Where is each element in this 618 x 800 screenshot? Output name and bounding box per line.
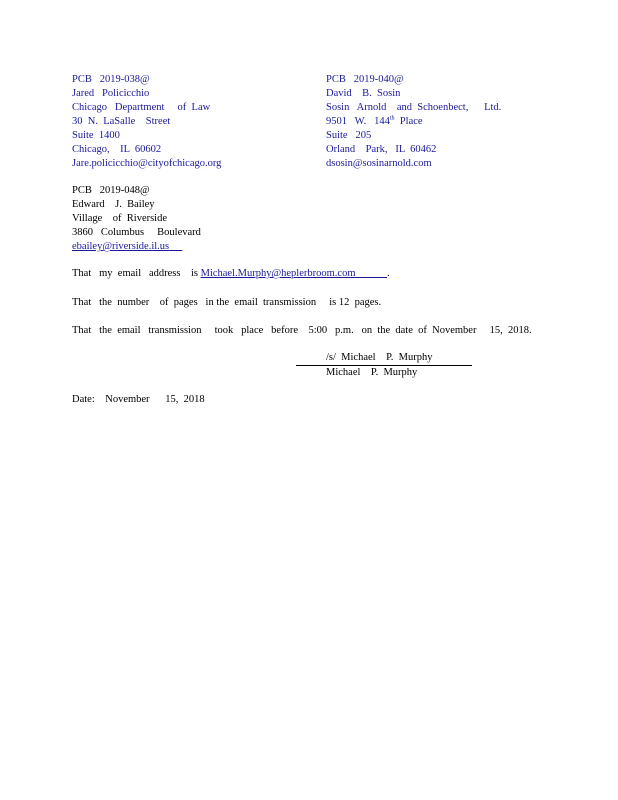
recipient-email: Jare.policicchio@cityofchicago.org <box>72 158 222 169</box>
pcb-number: PCB 2019-038@ <box>72 74 150 85</box>
time-statement: That the email transmission took place before 5:00 p.m. on the date of November 15, 2018. <box>72 325 532 336</box>
recipient-suite: Suite 205 <box>326 130 372 141</box>
recipient-name: David B. Sosin <box>326 88 401 99</box>
email-address-statement: That my email address is Michael.Murphy@heplerbroom.com . <box>72 268 390 279</box>
signature-line: /s/ Michael P. Murphy <box>296 351 472 366</box>
ordinal-suffix: th <box>389 115 395 122</box>
sender-email-link[interactable]: Michael.Murphy@heplerbroom.com <box>200 268 356 279</box>
recipient-street: 3860 Columbus Boulevard <box>72 227 201 238</box>
service-entry-sosin <box>326 73 586 171</box>
recipient-org: Village of Riverside <box>72 213 168 224</box>
service-entry-bailey <box>72 184 292 254</box>
document-date: Date: November 15, 2018 <box>72 394 205 405</box>
service-entry-policicchio <box>72 73 292 171</box>
recipient-street: 9501 W. 144th Place <box>326 115 423 127</box>
recipient-email: dsosin@sosinarnold.com <box>326 158 432 169</box>
pages-statement: That the number of pages in the email transmission is 12 pages. <box>72 297 382 308</box>
recipient-city: Orland Park, IL 60462 <box>326 144 437 155</box>
recipient-name: Jared Policicchio <box>72 88 150 99</box>
pcb-number: PCB 2019-040@ <box>326 74 404 85</box>
recipient-org: Sosin Arnold and Schoenbect, Ltd. <box>326 102 502 113</box>
signature-block <box>296 351 472 380</box>
recipient-email-wrap <box>72 240 292 254</box>
recipient-org: Chicago Department of Law <box>72 102 211 113</box>
recipient-street: 30 N. LaSalle Street <box>72 116 171 127</box>
pcb-number: PCB 2019-048@ <box>72 185 150 196</box>
recipient-email-link[interactable]: ebailey@riverside.il.us <box>72 241 170 252</box>
recipient-name: Edward J. Bailey <box>72 199 155 210</box>
printed-name: Michael P. Murphy <box>326 367 418 378</box>
recipient-suite: Suite 1400 <box>72 130 120 141</box>
recipient-city: Chicago, IL 60602 <box>72 144 162 155</box>
